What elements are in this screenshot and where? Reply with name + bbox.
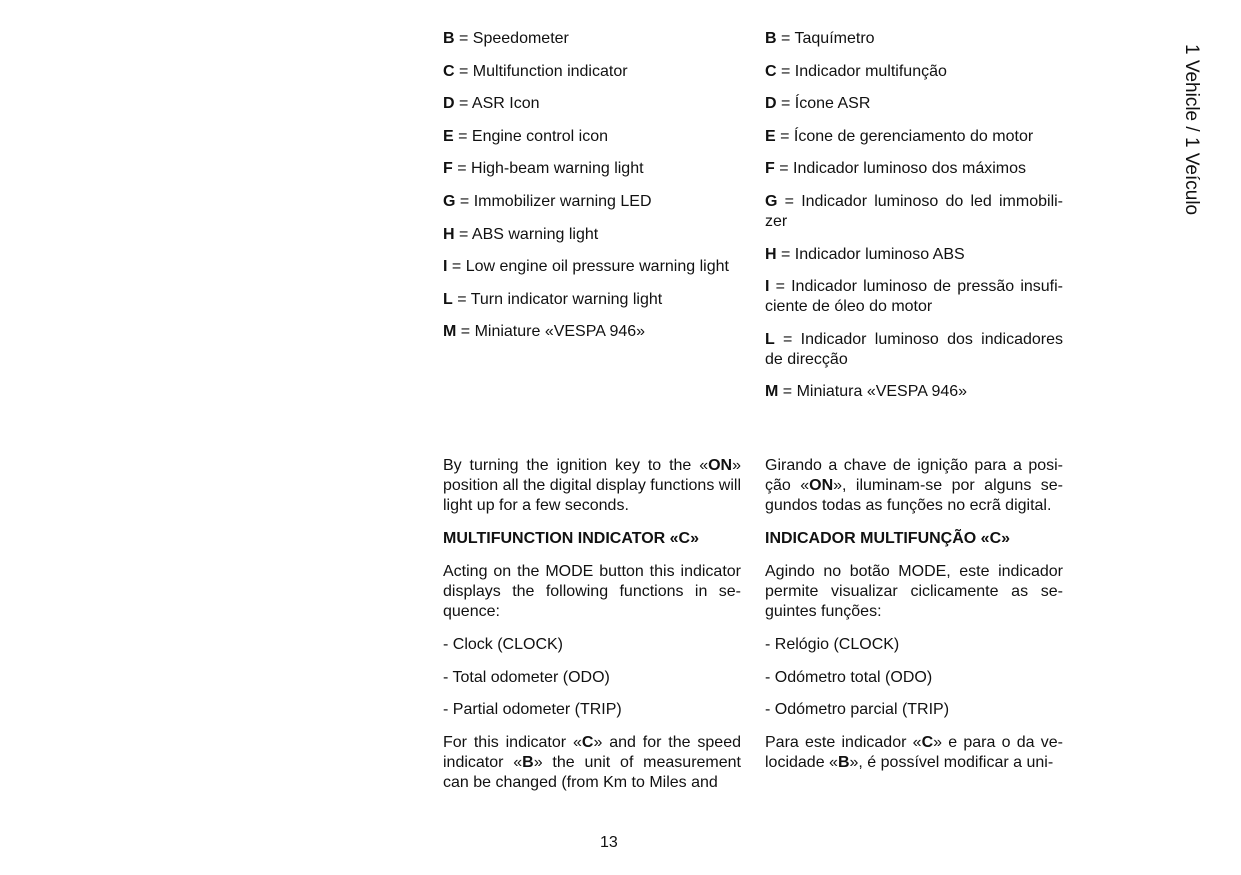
legend-key: E [443,127,454,145]
list-item: - Partial odometer (TRIP) [443,701,622,719]
legend-item-m [443,322,741,342]
key-label: B [837,753,850,771]
legend-key: M [443,323,457,341]
legend-text: = Speedometer [454,30,569,47]
paragraph-text: » the unit of measurement can be changed (from Km to Miles and [443,753,741,791]
legend-text: = Indicador luminoso do led immobili-zer [765,192,1063,230]
list-item: - Clock (CLOCK) [443,636,564,653]
paragraph-text: », é possível modificar a uni- [849,753,1054,771]
legend-item-f [765,159,1063,179]
legend-item-b [765,29,1063,49]
legend-key: M [765,383,779,401]
key-label: C [581,733,594,751]
list-item: - Odómetro parcial (TRIP) [765,701,950,719]
legend-key: C [765,62,777,80]
key-label: B [522,753,534,771]
section-heading: MULTIFUNCTION INDICATOR «C» [443,530,699,547]
legend-item-i [443,257,741,277]
paragraph-text: » e para o da ve-locidade « [765,733,1064,771]
legend-key: B [443,30,455,47]
legend-key: H [765,245,777,263]
legend-key: L [443,290,453,308]
legend-text: = Ícone de gerenciamento do motor [775,127,1034,145]
legend-item-c [443,62,741,82]
legend-text: = Engine control icon [453,127,608,145]
legend-key: D [443,95,455,113]
legend-text: = Taquímetro [776,30,875,47]
list-item: - Odómetro total (ODO) [765,668,933,686]
legend-item-g [443,192,741,212]
on-label: ON [708,457,733,474]
section-heading: INDICADOR MULTIFUNÇÃO «C» [765,530,1011,547]
legend-text: = Miniatura «VESPA 946» [778,383,968,401]
legend-english [443,29,741,355]
ignition-paragraph [443,456,741,516]
legend-text: = Indicador luminoso de pressão insufi-ciente de óleo do motor [765,278,1063,316]
paragraph-text: » and for the speed indicator « [443,733,741,771]
legend-text: = Low engine oil pressure warning light [447,258,729,276]
legend-key: G [443,192,456,210]
legend-item-d [765,94,1063,114]
list-item: - Total odometer (ODO) [443,668,610,686]
paragraph-text: », iluminam-se por alguns se-gundos todas as funções no ecrã digital. [765,477,1063,514]
paragraph-text: Para este indicador « [765,733,922,751]
legend-item-d [443,94,741,114]
legend-key: H [443,225,455,243]
list-item: - Relógio (CLOCK) [765,636,900,653]
legend-item-h [765,245,1063,265]
legend-text: = Indicador luminoso ABS [776,245,965,263]
english-body [443,456,741,806]
portuguese-body [765,456,1063,786]
paragraph-text: Girando a chave de ignição para a posi-ção « [765,457,1063,494]
legend-item-b [443,29,741,49]
legend-item-g [765,192,1063,232]
legend-text: = ABS warning light [454,225,599,243]
legend-key: F [443,160,453,178]
legend-text: = Immobilizer warning LED [455,192,652,210]
key-label: C [921,733,934,751]
legend-text: = Ícone ASR [776,95,871,113]
legend-item-c [765,62,1063,82]
legend-text: = Multifunction indicator [454,62,628,80]
paragraph-text: By turning the ignition key to the « [443,457,709,474]
legend-key: I [765,278,770,296]
legend-item-e [765,127,1063,147]
legend-item-h [443,225,741,245]
chapter-side-title: 1 Vehicle / 1 Veículo [1181,44,1202,216]
ignition-paragraph [765,456,1063,516]
mode-paragraph: Acting on the MODE button this indicator displays the following functions in se-quence: [443,563,741,620]
legend-text: = Indicador luminoso dos máximos [774,160,1027,178]
legend-item-i [765,277,1063,317]
legend-key: C [443,62,455,80]
legend-key: D [765,95,777,113]
unit-paragraph [765,733,1063,773]
legend-text: = ASR Icon [454,95,540,113]
legend-item-f [443,159,741,179]
legend-text: = Turn indicator warning light [452,290,663,308]
on-label: ON [809,477,834,494]
legend-key: G [765,192,778,210]
legend-key: B [765,30,777,47]
legend-text: = Miniature «VESPA 946» [456,323,646,341]
legend-item-m [765,382,1063,402]
legend-key: I [443,258,448,276]
legend-key: F [765,160,775,178]
mode-paragraph: Agindo no botão MODE, este indicador permite visualizar ciclicamente as se-guintes funções: [765,563,1063,620]
page-number: 13 [600,834,618,851]
legend-text: = Indicador multifunção [776,62,947,80]
legend-text: = High-beam warning light [452,160,644,178]
paragraph-text: » position all the digital display functions will light up for a few seconds. [443,457,741,514]
legend-item-l [443,290,741,310]
legend-portuguese [765,29,1063,415]
legend-item-l [765,330,1063,370]
unit-paragraph [443,733,741,793]
legend-item-e [443,127,741,147]
legend-key: E [765,127,776,145]
legend-text: = Indicador luminoso dos indicadores de direcção [765,330,1063,368]
legend-key: L [765,330,775,348]
paragraph-text: For this indicator « [443,733,582,751]
